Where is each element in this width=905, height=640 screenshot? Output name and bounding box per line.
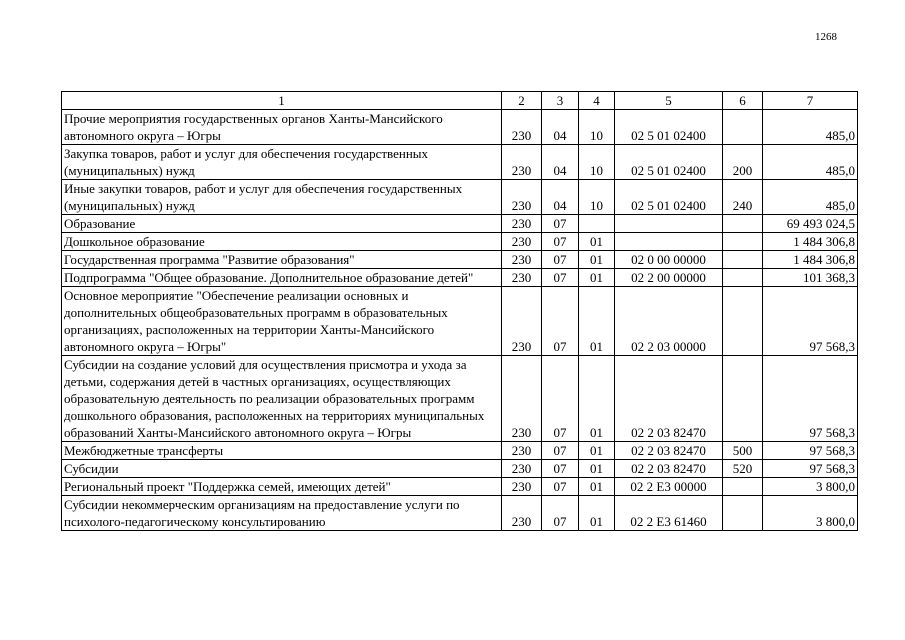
subsection-code-cell: 10 bbox=[579, 180, 615, 215]
target-article-cell: 02 5 01 02400 bbox=[615, 180, 723, 215]
target-article-cell bbox=[615, 233, 723, 251]
table-row bbox=[62, 269, 858, 287]
expense-type-cell: 500 bbox=[723, 442, 763, 460]
amount-cell: 97 568,3 bbox=[763, 442, 858, 460]
section-code-cell: 07 bbox=[542, 215, 579, 233]
item-name-cell: Субсидии bbox=[62, 460, 502, 478]
item-name-cell: Государственная программа "Развитие образования" bbox=[62, 251, 502, 269]
ministry-code-cell: 230 bbox=[502, 215, 542, 233]
table-row bbox=[62, 496, 858, 531]
expense-type-cell: 520 bbox=[723, 460, 763, 478]
item-name-cell: Подпрограмма "Общее образование. Дополнительное образование детей" bbox=[62, 269, 502, 287]
item-name-cell: Иные закупки товаров, работ и услуг для обеспечения государственных (муниципальных) нужд bbox=[62, 180, 502, 215]
table-row bbox=[62, 460, 858, 478]
target-article-cell: 02 2 03 82470 bbox=[615, 460, 723, 478]
ministry-code-cell: 230 bbox=[502, 251, 542, 269]
subsection-code-cell: 01 bbox=[579, 269, 615, 287]
subsection-code-cell: 01 bbox=[579, 287, 615, 356]
item-name-cell: Прочие мероприятия государственных органов Ханты-Мансийского автономного округа – Югры bbox=[62, 110, 502, 145]
column-header: 3 bbox=[542, 92, 579, 110]
table-body bbox=[62, 110, 858, 531]
subsection-code-cell: 01 bbox=[579, 478, 615, 496]
item-name-cell: Субсидии на создание условий для осуществления присмотра и ухода за детьми, содержания детей в частных организациях, осуществляющих образовательную деятельность по реализации образовательных программ дошкольного образования, расположенных на территориях муниципальных образований Ханты-Мансийского автономного округа – Югры bbox=[62, 356, 502, 442]
ministry-code-cell: 230 bbox=[502, 496, 542, 531]
amount-cell: 97 568,3 bbox=[763, 287, 858, 356]
target-article-cell bbox=[615, 215, 723, 233]
subsection-code-cell: 01 bbox=[579, 251, 615, 269]
amount-cell: 97 568,3 bbox=[763, 356, 858, 442]
ministry-code-cell: 230 bbox=[502, 356, 542, 442]
expense-type-cell bbox=[723, 269, 763, 287]
header-row bbox=[62, 92, 858, 110]
section-code-cell: 07 bbox=[542, 496, 579, 531]
amount-cell: 3 800,0 bbox=[763, 496, 858, 531]
column-header: 7 bbox=[763, 92, 858, 110]
section-code-cell: 07 bbox=[542, 287, 579, 356]
subsection-code-cell: 01 bbox=[579, 442, 615, 460]
table-row bbox=[62, 478, 858, 496]
item-name-cell: Субсидии некоммерческим организациям на предоставление услуги по психолого-педагогическому консультированию bbox=[62, 496, 502, 531]
amount-cell: 101 368,3 bbox=[763, 269, 858, 287]
item-name-cell: Закупка товаров, работ и услуг для обеспечения государственных (муниципальных) нужд bbox=[62, 145, 502, 180]
subsection-code-cell: 01 bbox=[579, 460, 615, 478]
expense-type-cell bbox=[723, 287, 763, 356]
target-article-cell: 02 2 03 00000 bbox=[615, 287, 723, 356]
section-code-cell: 07 bbox=[542, 356, 579, 442]
subsection-code-cell bbox=[579, 215, 615, 233]
item-name-cell: Межбюджетные трансферты bbox=[62, 442, 502, 460]
item-name-cell: Региональный проект "Поддержка семей, имеющих детей" bbox=[62, 478, 502, 496]
target-article-cell: 02 2 03 82470 bbox=[615, 356, 723, 442]
expense-type-cell bbox=[723, 478, 763, 496]
expense-type-cell bbox=[723, 233, 763, 251]
column-header: 2 bbox=[502, 92, 542, 110]
amount-cell: 97 568,3 bbox=[763, 460, 858, 478]
section-code-cell: 04 bbox=[542, 110, 579, 145]
ministry-code-cell: 230 bbox=[502, 180, 542, 215]
subsection-code-cell: 01 bbox=[579, 496, 615, 531]
table-row bbox=[62, 215, 858, 233]
subsection-code-cell: 01 bbox=[579, 233, 615, 251]
target-article-cell: 02 2 03 82470 bbox=[615, 442, 723, 460]
subsection-code-cell: 10 bbox=[579, 145, 615, 180]
section-code-cell: 07 bbox=[542, 233, 579, 251]
ministry-code-cell: 230 bbox=[502, 145, 542, 180]
section-code-cell: 07 bbox=[542, 251, 579, 269]
section-code-cell: 07 bbox=[542, 269, 579, 287]
ministry-code-cell: 230 bbox=[502, 287, 542, 356]
amount-cell: 1 484 306,8 bbox=[763, 233, 858, 251]
amount-cell: 69 493 024,5 bbox=[763, 215, 858, 233]
section-code-cell: 04 bbox=[542, 145, 579, 180]
expense-type-cell: 200 bbox=[723, 145, 763, 180]
section-code-cell: 07 bbox=[542, 442, 579, 460]
table-row bbox=[62, 356, 858, 442]
table-row bbox=[62, 180, 858, 215]
table-row bbox=[62, 442, 858, 460]
amount-cell: 485,0 bbox=[763, 110, 858, 145]
item-name-cell: Образование bbox=[62, 215, 502, 233]
ministry-code-cell: 230 bbox=[502, 269, 542, 287]
section-code-cell: 07 bbox=[542, 478, 579, 496]
item-name-cell: Дошкольное образование bbox=[62, 233, 502, 251]
table-row bbox=[62, 110, 858, 145]
table-row bbox=[62, 287, 858, 356]
expense-type-cell bbox=[723, 356, 763, 442]
ministry-code-cell: 230 bbox=[502, 478, 542, 496]
target-article-cell: 02 5 01 02400 bbox=[615, 145, 723, 180]
table-row bbox=[62, 145, 858, 180]
expense-type-cell bbox=[723, 496, 763, 531]
ministry-code-cell: 230 bbox=[502, 460, 542, 478]
expense-type-cell bbox=[723, 110, 763, 145]
page-number: 1268 bbox=[815, 31, 837, 43]
target-article-cell: 02 2 E3 00000 bbox=[615, 478, 723, 496]
section-code-cell: 07 bbox=[542, 460, 579, 478]
expense-type-cell: 240 bbox=[723, 180, 763, 215]
expense-type-cell bbox=[723, 215, 763, 233]
ministry-code-cell: 230 bbox=[502, 442, 542, 460]
subsection-code-cell: 10 bbox=[579, 110, 615, 145]
subsection-code-cell: 01 bbox=[579, 356, 615, 442]
amount-cell: 485,0 bbox=[763, 145, 858, 180]
target-article-cell: 02 5 01 02400 bbox=[615, 110, 723, 145]
target-article-cell: 02 0 00 00000 bbox=[615, 251, 723, 269]
column-header: 1 bbox=[62, 92, 502, 110]
item-name-cell: Основное мероприятие "Обеспечение реализации основных и дополнительных общеобразовательных программ в образовательных организациях, расположенных на территории Ханты-Мансийского автономного округа – Югры" bbox=[62, 287, 502, 356]
ministry-code-cell: 230 bbox=[502, 110, 542, 145]
budget-table bbox=[61, 91, 858, 531]
section-code-cell: 04 bbox=[542, 180, 579, 215]
target-article-cell: 02 2 E3 61460 bbox=[615, 496, 723, 531]
table-row bbox=[62, 233, 858, 251]
column-header: 5 bbox=[615, 92, 723, 110]
column-header: 6 bbox=[723, 92, 763, 110]
ministry-code-cell: 230 bbox=[502, 233, 542, 251]
expense-type-cell bbox=[723, 251, 763, 269]
amount-cell: 3 800,0 bbox=[763, 478, 858, 496]
target-article-cell: 02 2 00 00000 bbox=[615, 269, 723, 287]
table-row bbox=[62, 251, 858, 269]
amount-cell: 485,0 bbox=[763, 180, 858, 215]
amount-cell: 1 484 306,8 bbox=[763, 251, 858, 269]
column-header: 4 bbox=[579, 92, 615, 110]
